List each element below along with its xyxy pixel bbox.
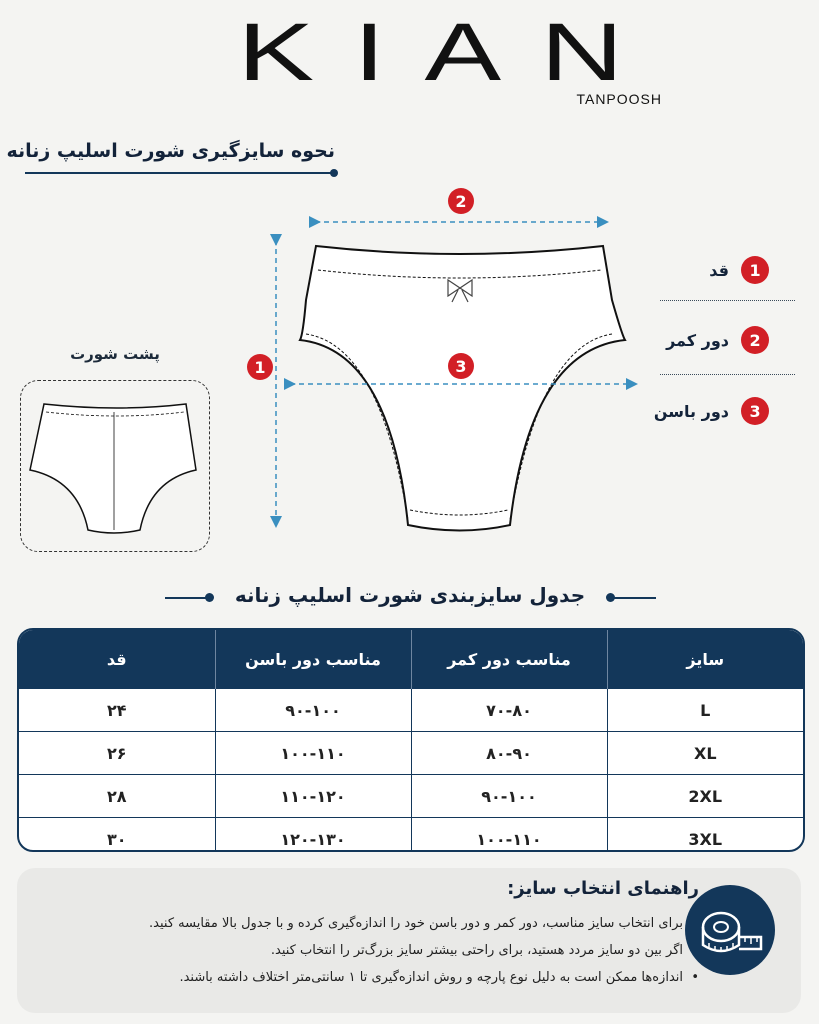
back-view-box [20,380,210,552]
legend-separator [660,374,795,375]
cell-waist: ۹۰-۱۰۰ [411,775,607,818]
legend-label: قد [709,260,729,280]
cell-waist: ۷۰-۸۰ [411,689,607,732]
cell-size: 2XL [607,775,803,818]
legend-label: دور باسن [653,401,729,421]
guide-item: • اگر بین دو سایز مردد هستید، برای راحتی بیشتر سایز بزرگ‌تر را انتخاب کنید. [59,937,699,964]
cell-waist: ۸۰-۹۰ [411,732,607,775]
cell-hip: ۱۱۰-۱۲۰ [215,775,411,818]
table-row [19,775,803,818]
title-underline-dot [330,169,338,177]
header-hip: مناسب دور باسن [215,630,411,689]
legend-row-height [579,255,769,285]
svg-text:1: 1 [254,358,266,377]
legend-row-waist [579,325,769,355]
header-size: سایز [607,630,803,689]
svg-text:2: 2 [455,192,467,211]
cell-height: ۲۶ [19,732,215,775]
legend-row-hip [579,396,769,426]
cell-size: 3XL [607,818,803,853]
cell-hip: ۱۲۰-۱۳۰ [215,818,411,853]
title-line-left [165,597,210,599]
svg-text:3: 3 [455,357,467,376]
brand-name: KIAN [237,10,663,98]
legend-label: دور کمر [666,330,729,350]
cell-size: L [607,689,803,732]
brand-logo [0,10,819,110]
cell-hip: ۹۰-۱۰۰ [215,689,411,732]
cell-height: ۲۴ [19,689,215,732]
cell-height: ۲۸ [19,775,215,818]
title-underline [25,172,335,174]
header-height: قد [19,630,215,689]
size-table [17,628,805,852]
title-dot-left [205,593,214,602]
guide-list [59,910,699,991]
cell-waist: ۱۰۰-۱۱۰ [411,818,607,853]
measure-title: نحوه سایزگیری شورت اسلیپ زنانه [6,140,335,162]
marker-3 [448,353,474,379]
marker-2 [448,188,474,214]
back-view-label: پشت شورت [70,345,160,363]
table-row [19,689,803,732]
guide-title: راهنمای انتخاب سایز: [507,878,699,899]
cell-hip: ۱۰۰-۱۱۰ [215,732,411,775]
header-waist: مناسب دور کمر [411,630,607,689]
table-row [19,818,803,853]
legend-separator [660,300,795,301]
legend-number: 3 [741,397,769,425]
table-header-row [19,630,803,689]
legend-number: 1 [741,256,769,284]
title-line-right [612,597,656,599]
cell-height: ۳۰ [19,818,215,853]
guide-item: • برای انتخاب سایز مناسب، دور کمر و دور باسن خود را اندازه‌گیری کرده و با جدول بالا مقایسه کنید. [59,910,699,937]
size-table-title: جدول سایزبندی شورت اسلیپ زنانه [234,583,586,607]
legend-number: 2 [741,326,769,354]
brand-sub: TANPOOSH [576,91,662,107]
measuring-tape-icon [685,885,775,975]
marker-1 [247,354,273,380]
table-row [19,732,803,775]
guide-item: • اندازه‌ها ممکن است به دلیل نوع پارچه و روش اندازه‌گیری تا ۱ سانتی‌متر اختلاف داشته باشند. [59,964,699,991]
cell-size: XL [607,732,803,775]
